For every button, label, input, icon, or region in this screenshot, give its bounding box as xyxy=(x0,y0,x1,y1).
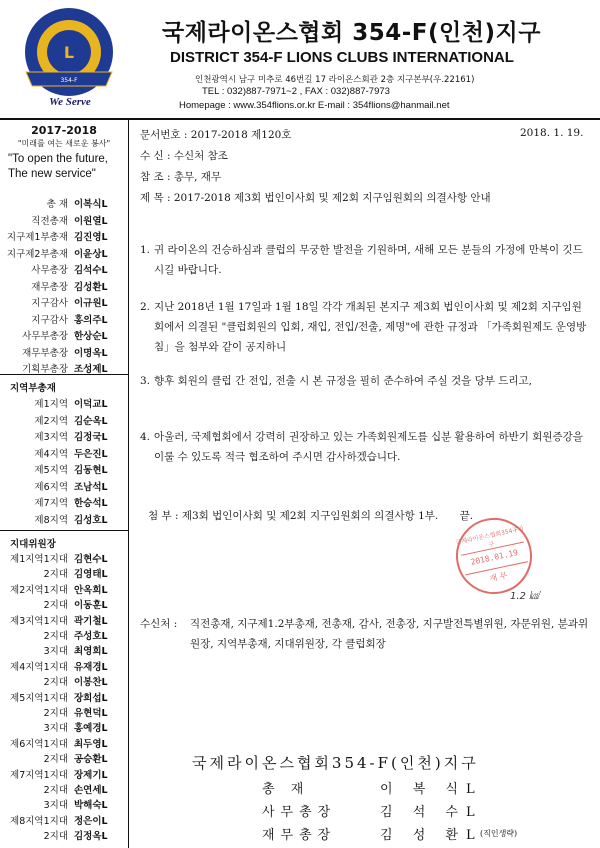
person-name: 장제기L xyxy=(74,769,108,781)
person-name: 김성환L xyxy=(74,281,108,293)
person-title: 제5지역 xyxy=(34,465,68,476)
stamp-dept: 재 무 xyxy=(488,570,509,584)
sidebar-person-row xyxy=(4,396,124,412)
sidebar-person-row xyxy=(4,797,124,813)
person-name: 이명옥L xyxy=(74,347,108,359)
person-title: 제8지역1지대 xyxy=(10,815,68,827)
paragraph-number: 3. xyxy=(140,375,151,387)
sidebar-person-row xyxy=(4,597,124,613)
sidebar-person-row xyxy=(4,413,124,429)
person-title: 재무부총장 xyxy=(22,347,68,359)
paragraph-text: 지난 2018년 1월 17일과 1월 18일 각각 개최된 본지구 제3회 법인이사회 및 제2회 지구임원회에서 의결된 "클럽회원의 입회, 재입, 전입/전출, 제명"에 관한 규정과 「가족회원제도 운영방침」을 첨부와 같이 공지하니 xyxy=(154,301,587,353)
person-title: 지구제1부총재 xyxy=(6,232,68,243)
person-name: 홍예경L xyxy=(74,723,108,735)
person-name: 김성호L xyxy=(74,514,108,526)
attachment-row xyxy=(148,508,473,523)
org-phone-fax: TEL : 032)887-7971~2 , FAX : 032)887-7973 xyxy=(202,86,390,97)
person-title: 사무부총장 xyxy=(22,331,68,342)
body-paragraph xyxy=(140,240,590,280)
sidebar-section-divider xyxy=(0,530,128,531)
footer-org-name: 국제라이온스협회354-F(인천)지구 xyxy=(192,754,479,772)
signer-role: 총 재 xyxy=(262,782,310,797)
handwritten-signature: 1.2 ㎉ xyxy=(510,591,540,602)
person-name: 정은이L xyxy=(74,815,108,827)
person-title: 2지대 xyxy=(43,708,68,719)
doc-number-label: 문서번호 : xyxy=(140,129,188,141)
sidebar-person-row xyxy=(4,767,124,783)
body-paragraph xyxy=(140,297,590,357)
body-paragraph xyxy=(140,427,590,467)
person-name: 최두영L xyxy=(74,738,108,750)
doc-number-row xyxy=(140,127,291,142)
signer-role: 사무총장 xyxy=(262,805,337,820)
person-title: 재무총장 xyxy=(31,281,68,293)
person-name: 김정국L xyxy=(74,432,108,443)
sidebar-motto-english: "To open the future, The new service" xyxy=(8,153,108,180)
person-name: 주성호L xyxy=(74,631,108,642)
doc-subject-row xyxy=(140,190,491,205)
paragraph-number: 1. xyxy=(140,244,151,256)
sidebar-person-row xyxy=(4,429,124,445)
person-name: 김진영L xyxy=(74,232,108,243)
sidebar-person-row xyxy=(4,196,124,212)
person-name: 이규원L xyxy=(74,298,108,309)
person-title: 제6지역1지대 xyxy=(10,738,68,750)
doc-date: 2018. 1. 19. xyxy=(520,127,584,139)
person-title: 제1지역 xyxy=(34,399,68,410)
recipients-label: 수신처 : xyxy=(140,618,178,630)
person-title: 총 재 xyxy=(46,199,68,210)
person-title: 사무총장 xyxy=(31,265,68,276)
person-title: 2지대 xyxy=(43,754,68,766)
sidebar-person-row xyxy=(4,613,124,629)
person-name: 김영태L xyxy=(74,569,108,581)
doc-subject-label: 제 목 : xyxy=(140,192,171,204)
person-title: 제3지역1지대 xyxy=(10,615,68,627)
doc-ref-row xyxy=(140,169,221,184)
paragraph-number: 4. xyxy=(140,431,151,443)
org-address: 인천광역시 남구 미추로 46번길 17 라이온스회관 2층 지구본부(우.22161) xyxy=(195,75,475,85)
person-title: 지구감사 xyxy=(31,298,68,309)
person-title: 지구감사 xyxy=(31,314,68,326)
doc-number: 2017-2018 제120호 xyxy=(190,129,292,141)
sidebar-person-row xyxy=(4,551,124,567)
doc-ref-label: 참 조 : xyxy=(140,171,171,183)
footer-signer-row xyxy=(262,778,592,798)
person-name: 이덕교L xyxy=(74,399,108,410)
person-title: 제2지역1지대 xyxy=(10,584,68,596)
header-divider xyxy=(0,118,600,120)
doc-ref: 총무, 재무 xyxy=(173,171,222,183)
person-name: 이윤상L xyxy=(74,248,108,260)
person-name: 공승환L xyxy=(74,754,108,766)
person-name: 한상순L xyxy=(74,331,108,342)
sidebar-person-row xyxy=(4,246,124,262)
footer-signer-row xyxy=(262,824,592,844)
person-name: 이봉찬L xyxy=(74,677,108,689)
person-title: 직전총재 xyxy=(31,215,68,227)
sidebar-person-row xyxy=(4,736,124,752)
lions-logo xyxy=(14,6,124,106)
sidebar-person-row xyxy=(4,345,124,361)
person-name: 곽기철L xyxy=(74,615,108,627)
sidebar-person-row xyxy=(4,813,124,829)
sidebar-person-row xyxy=(4,328,124,344)
person-name: 김정옥L xyxy=(74,831,108,843)
sidebar-person-row xyxy=(4,295,124,311)
person-title: 3지대 xyxy=(43,646,68,658)
person-title: 2지대 xyxy=(43,569,68,581)
recipients-list: 직전총재, 지구제1.2부총재, 전총재, 감사, 전총장, 지구발전특별위원, 자문위원, 분과위원장, 지역부총재, 지대위원장, 각 클럽회장 xyxy=(190,618,589,650)
person-title: 제7지역1지대 xyxy=(10,769,68,781)
paragraph-text: 귀 라이온의 건승하심과 클럽의 무궁한 발전을 기원하며, 새해 모든 분들의 가정에 만복이 깃드시길 바랍니다. xyxy=(154,244,583,276)
person-name: 이원열L xyxy=(74,215,108,227)
paragraph-text: 향후 회원의 클럽 간 전입, 전출 시 본 규정을 필히 준수하여 주실 것을 당부 드리고, xyxy=(154,375,532,387)
person-title: 2지대 xyxy=(43,600,68,612)
body-paragraph xyxy=(140,371,590,391)
doc-subject: 2017-2018 제3회 법인이사회 및 제2회 지구임원회의 의결사항 안내 xyxy=(173,192,491,204)
person-name: 조남석L xyxy=(74,481,108,493)
person-title: 기획부총장 xyxy=(22,364,68,375)
sidebar-year: 2017-2018 xyxy=(31,124,97,137)
person-name: 김현수L xyxy=(74,554,108,565)
sidebar-motto-korean: "미래를 여는 새로운 봉사" xyxy=(17,139,111,148)
svg-text:354-F: 354-F xyxy=(60,77,78,84)
person-title: 지구제2부총재 xyxy=(6,248,68,260)
person-name: 홍의주L xyxy=(74,314,108,326)
doc-to-label: 수 신 : xyxy=(140,150,171,162)
zone-section-title: 지대위원장 xyxy=(10,539,56,550)
person-name: 장희섭L xyxy=(74,692,108,704)
person-title: 2지대 xyxy=(43,785,68,796)
person-name: 두은진L xyxy=(74,448,108,460)
person-title: 제8지역 xyxy=(34,514,68,526)
person-title: 3지대 xyxy=(43,800,68,812)
doc-to: 수신처 참조 xyxy=(173,150,228,162)
person-title: 제3지역 xyxy=(34,432,68,443)
sidebar-person-row xyxy=(4,582,124,598)
person-name: 안옥희L xyxy=(74,584,108,596)
sidebar-person-row xyxy=(4,213,124,229)
sidebar-person-row xyxy=(4,643,124,659)
person-title: 제5지역1지대 xyxy=(10,692,68,704)
recipients-row xyxy=(140,614,592,654)
sidebar-person-row xyxy=(4,705,124,721)
person-name: 이동훈L xyxy=(74,600,108,612)
person-title: 제6지역 xyxy=(34,481,68,493)
we-serve-slogan: We Serve xyxy=(49,96,91,108)
end-mark: 끝. xyxy=(459,510,474,522)
sidebar-person-row xyxy=(4,446,124,462)
sidebar-divider xyxy=(128,118,129,848)
person-name: 이복식L xyxy=(74,199,108,210)
person-title: 2지대 xyxy=(43,831,68,843)
person-title: 제2지역 xyxy=(34,415,68,427)
seal-omitted-note: (직인생략) xyxy=(480,829,518,838)
person-title: 2지대 xyxy=(43,677,68,689)
sidebar-person-row xyxy=(4,751,124,767)
signer-role: 재무총장 xyxy=(262,828,337,843)
person-name: 김순옥L xyxy=(74,415,108,427)
sidebar-person-row xyxy=(4,512,124,528)
sidebar-person-row xyxy=(4,828,124,844)
sidebar-person-row xyxy=(4,279,124,295)
stamp-date: 2018.01.19 xyxy=(469,548,519,567)
sidebar-person-row xyxy=(4,659,124,675)
person-title: 제4지역 xyxy=(34,448,68,460)
sidebar-person-row xyxy=(4,566,124,582)
footer-signer-row xyxy=(262,801,592,821)
person-name: 김석수L xyxy=(74,265,108,276)
sidebar-person-row xyxy=(4,674,124,690)
signer-name: 이 복 식L xyxy=(380,782,483,797)
org-title-english: DISTRICT 354-F LIONS CLUBS INTERNATIONAL xyxy=(170,49,514,66)
attachment-label: 첨 부 : xyxy=(148,510,179,522)
attachment-text: 제3회 법인이사회 및 제2회 지구임원회의 의결사항 1부. xyxy=(181,510,439,522)
doc-to-row xyxy=(140,148,228,163)
person-name: 손연세L xyxy=(74,785,108,796)
sidebar-person-row xyxy=(4,229,124,245)
person-name: 박해숙L xyxy=(74,800,108,812)
paragraph-text: 아울러, 국제협회에서 강력히 권장하고 있는 가족회원제도를 십분 활용하여 하반기 회원증강을 이룰 수 있도록 적극 협조하여 주시면 감사하겠습니다. xyxy=(154,431,583,463)
org-title-korean: 국제라이온스협회 354-F(인천)지구 xyxy=(162,20,541,46)
person-title: 제4지역1지대 xyxy=(10,661,68,673)
person-name: 조성제L xyxy=(74,364,108,375)
person-title: 2지대 xyxy=(43,631,68,642)
sidebar-section-divider xyxy=(0,374,128,375)
sidebar-person-row xyxy=(4,690,124,706)
region-section-title: 지역부총재 xyxy=(10,383,56,394)
person-name: 유재경L xyxy=(74,661,108,673)
paragraph-number: 2. xyxy=(140,301,151,313)
sidebar-person-row xyxy=(4,462,124,478)
svg-text:L: L xyxy=(63,43,75,62)
signer-name: 김 석 수L xyxy=(380,805,483,820)
sidebar-person-row xyxy=(4,628,124,644)
sidebar-person-row xyxy=(4,479,124,495)
stamp-org: 국제라이온스협회354-F지구 xyxy=(455,525,525,549)
signer-name: 김 성 환L xyxy=(380,828,483,843)
sidebar-person-row xyxy=(4,312,124,328)
person-title: 제7지역 xyxy=(34,498,68,509)
person-name: 김동현L xyxy=(74,465,108,476)
person-name: 한승석L xyxy=(74,498,108,509)
person-name: 최영희L xyxy=(74,646,108,658)
sidebar-person-row xyxy=(4,495,124,511)
sidebar-person-row xyxy=(4,782,124,798)
person-title: 3지대 xyxy=(43,723,68,735)
sidebar-person-row xyxy=(4,720,124,736)
org-homepage-email: Homepage : www.354flions.or.kr E-mail : 354flions@hanmail.net xyxy=(179,100,450,111)
person-title: 제1지역1지대 xyxy=(10,554,68,565)
person-name: 유현덕L xyxy=(74,708,108,719)
sidebar-person-row xyxy=(4,262,124,278)
